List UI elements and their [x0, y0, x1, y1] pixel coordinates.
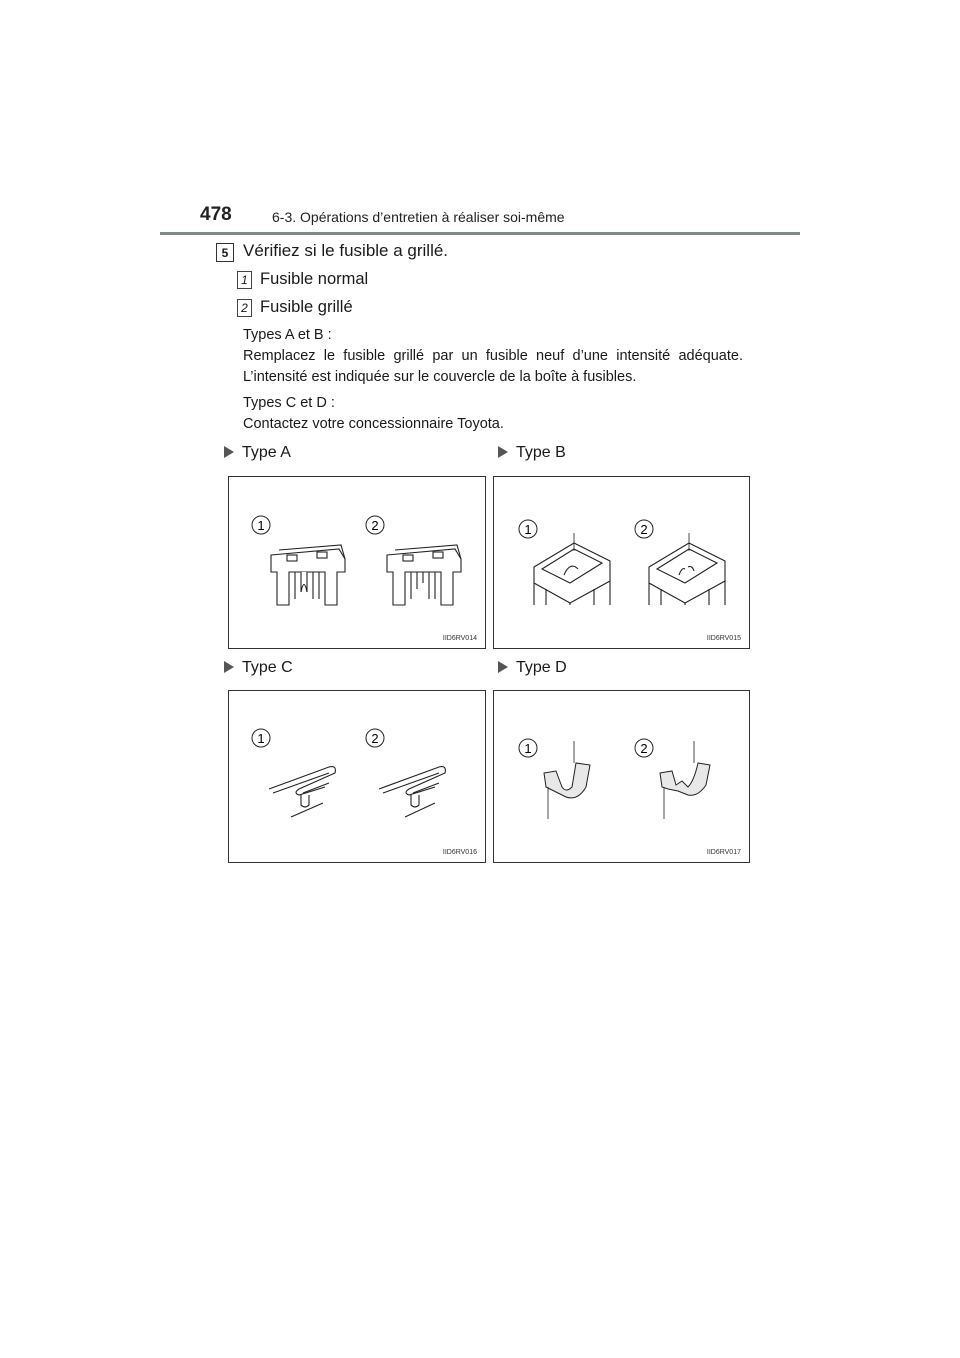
type-d-label: Type D: [498, 659, 567, 677]
note-types-ab-text: Remplacez le fusible grillé par un fusible neuf d’une intensité adéquate. L’intensité est indiquée sur le couvercle de la boîte à fusibles.: [243, 348, 743, 385]
triangle-bullet-icon: [498, 661, 508, 673]
type-b-label: Type B: [498, 444, 566, 462]
figure-code: IID6RV015: [706, 635, 741, 642]
callout-1: 1: [524, 522, 532, 537]
callout-1: 1: [257, 731, 265, 746]
fuse-type-d-illustration: [494, 691, 751, 864]
triangle-bullet-icon: [224, 661, 234, 673]
fuse-type-a-illustration: [229, 477, 487, 650]
callout-2: 2: [640, 522, 648, 537]
section-title: 6-3. Opérations d’entretien à réaliser soi-même: [272, 209, 565, 225]
fuse-type-b-illustration: [494, 477, 751, 650]
callout-number: 2: [237, 299, 252, 317]
note-types-ab-heading: Types A et B :: [243, 327, 332, 343]
figure-code: IID6RV016: [442, 849, 477, 856]
callout-2: 2: [371, 518, 379, 533]
step-number-badge: 5: [216, 243, 234, 262]
note-types-cd-text: Contactez votre concessionnaire Toyota.: [243, 416, 504, 432]
note-types-cd-heading: Types C et D :: [243, 395, 335, 411]
fuse-type-c-illustration: [229, 691, 487, 864]
page-header: [200, 204, 800, 234]
item-label: Fusible normal: [260, 270, 369, 288]
figure-code: IID6RV014: [442, 635, 477, 642]
item-label: Fusible grillé: [260, 298, 353, 316]
figure-type-d: [493, 690, 750, 863]
triangle-bullet-icon: [498, 446, 508, 458]
callout-2: 2: [640, 741, 648, 756]
figure-code: IID6RV017: [706, 849, 741, 856]
type-c-label: Type C: [224, 659, 293, 677]
header-rule: [160, 232, 800, 235]
callout-number: 1: [237, 271, 252, 289]
callout-1: 1: [257, 518, 265, 533]
triangle-bullet-icon: [224, 446, 234, 458]
page-number: 478: [200, 204, 232, 225]
type-a-label: Type A: [224, 444, 291, 462]
callout-2: 2: [371, 731, 379, 746]
callout-1: 1: [524, 741, 532, 756]
figure-type-a: [228, 476, 486, 649]
figure-type-b: [493, 476, 750, 649]
step-instruction: Vérifiez si le fusible a grillé.: [243, 241, 449, 260]
figure-type-c: [228, 690, 486, 863]
